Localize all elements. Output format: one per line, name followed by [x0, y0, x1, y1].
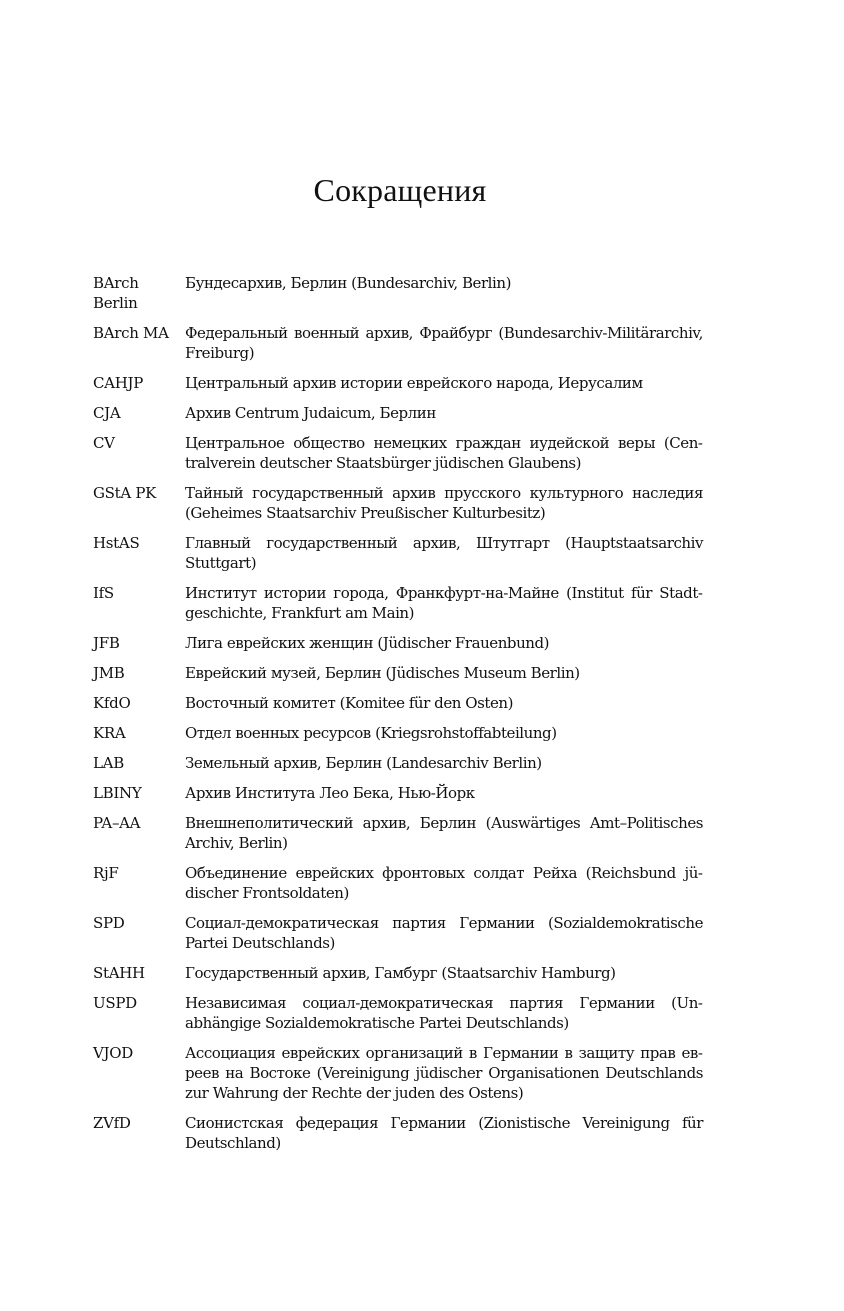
abbreviation-entry: [93, 813, 703, 853]
abbreviation-entry: [93, 723, 703, 743]
abbreviation-definition: Объединение еврейских фронтовых солдат Рейха (Reichsbund jüdischer Frontsoldaten): [185, 864, 703, 902]
abbreviation-definition: Государственный архив, Гамбург (Staatsarchiv Hamburg): [185, 964, 616, 982]
abbreviation-entry: [93, 963, 703, 983]
abbreviation-definition: Архив Института Лео Бека, Нью-Йорк: [185, 784, 475, 802]
abbreviation-entry: [93, 663, 703, 683]
abbreviation-entry: [93, 533, 703, 573]
abbreviation-entry: [93, 993, 703, 1033]
abbreviation-definition: Федеральный военный архив, Фрайбург (Bundesarchiv-Militärarchiv, Freiburg): [185, 324, 703, 362]
abbreviation-definition: Независимая социал-демократическая партия Германии (Unabhängige Sozialdemokratische Partei Deutschlands): [185, 994, 703, 1032]
abbreviation-definition: Социал-демократическая партия Германии (Sozialdemokratische Partei Deutschlands): [185, 914, 703, 952]
abbreviation-term: CJA: [93, 404, 121, 422]
abbreviation-term: BArch Berlin: [93, 274, 139, 312]
abbreviation-definition: Центральное общество немецких граждан иудейской веры (Centralverein deutscher Staatsbürger jüdischen Glaubens): [185, 434, 703, 472]
abbreviation-entry: [93, 1043, 703, 1103]
abbreviation-term: JFB: [93, 634, 120, 652]
page-title: Сокращения: [313, 172, 487, 208]
abbreviation-definition: Восточный комитет (Komitee für den Osten): [185, 694, 513, 712]
abbreviation-term: USPD: [93, 994, 137, 1012]
abbreviation-entry: [93, 583, 703, 623]
abbreviation-term: LBINY: [93, 784, 142, 802]
abbreviation-term: GStA PK: [93, 484, 157, 502]
abbreviation-entry: [93, 633, 703, 653]
abbreviation-term: CAHJP: [93, 374, 143, 392]
abbreviation-definition: Тайный государственный архив прусского культурного наследия (Geheimes Staatsarchiv Preußischer Kulturbesitz): [185, 484, 703, 522]
abbreviation-term: RjF: [93, 864, 119, 882]
abbreviation-term: HstAS: [93, 534, 140, 552]
abbreviation-term: KRA: [93, 724, 126, 742]
abbreviation-definition: Лига еврейских женщин (Jüdischer Frauenbund): [185, 634, 550, 652]
abbreviation-term: CV: [93, 434, 115, 452]
abbreviation-term: SPD: [93, 914, 125, 932]
abbreviation-definition: Сионистская федерация Германии (Zionistische Vereinigung für Deutschland): [185, 1114, 703, 1152]
abbreviation-entry: [93, 1113, 703, 1153]
abbreviation-term: LAB: [93, 754, 124, 772]
abbreviation-definition: Институт истории города, Франкфурт-на-Майне (Institut für Stadtgeschichte, Frankfurt am Main): [185, 584, 703, 622]
abbreviation-entry: [93, 483, 703, 523]
abbreviation-term: PA–AA: [93, 814, 141, 832]
abbreviation-entry: [93, 433, 703, 473]
abbreviation-entry: [93, 403, 703, 423]
abbreviation-entry: [93, 373, 703, 393]
abbreviation-definition: Еврейский музей, Берлин (Jüdisches Museum Berlin): [185, 664, 580, 682]
abbreviation-definition: Центральный архив истории еврейского народа, Иерусалим: [185, 374, 643, 392]
abbreviation-term: IfS: [93, 584, 114, 602]
abbreviation-term: VJOD: [93, 1044, 133, 1062]
abbreviation-entry: [93, 783, 703, 803]
abbreviation-entry: [93, 323, 703, 363]
abbreviation-definition: Главный государственный архив, Штутгарт (Hauptstaatsarchiv Stuttgart): [185, 534, 703, 572]
abbreviation-definition: Земельный архив, Берлин (Landesarchiv Berlin): [185, 754, 542, 772]
abbreviation-list: [93, 273, 703, 1163]
abbreviation-entry: [93, 273, 703, 313]
abbreviation-definition: Отдел военных ресурсов (Kriegsrohstoffabteilung): [185, 724, 557, 742]
abbreviation-entry: [93, 753, 703, 773]
abbreviation-entry: [93, 693, 703, 713]
abbreviation-term: StAHH: [93, 964, 145, 982]
abbreviation-entry: [93, 913, 703, 953]
abbreviation-definition: Внешнеполитический архив, Берлин (Auswärtiges Amt–Politisches Archiv, Berlin): [185, 814, 703, 852]
abbreviation-term: KfdO: [93, 694, 131, 712]
abbreviation-definition: Архив Centrum Judaicum, Берлин: [185, 404, 436, 422]
abbreviation-entry: [93, 863, 703, 903]
abbreviation-term: ZVfD: [93, 1114, 131, 1132]
abbreviation-definition: Бундесархив, Берлин (Bundesarchiv, Berlin): [185, 274, 511, 292]
abbreviation-definition: Ассоциация еврейских организаций в Германии в защиту прав евреев на Востоке (Vereinigung jüdischer Organisationen Deutschlands zur Wahrung der Rechte der juden des Ostens): [185, 1044, 703, 1102]
abbreviation-term: BArch MA: [93, 324, 169, 342]
abbreviation-term: JMB: [93, 664, 125, 682]
